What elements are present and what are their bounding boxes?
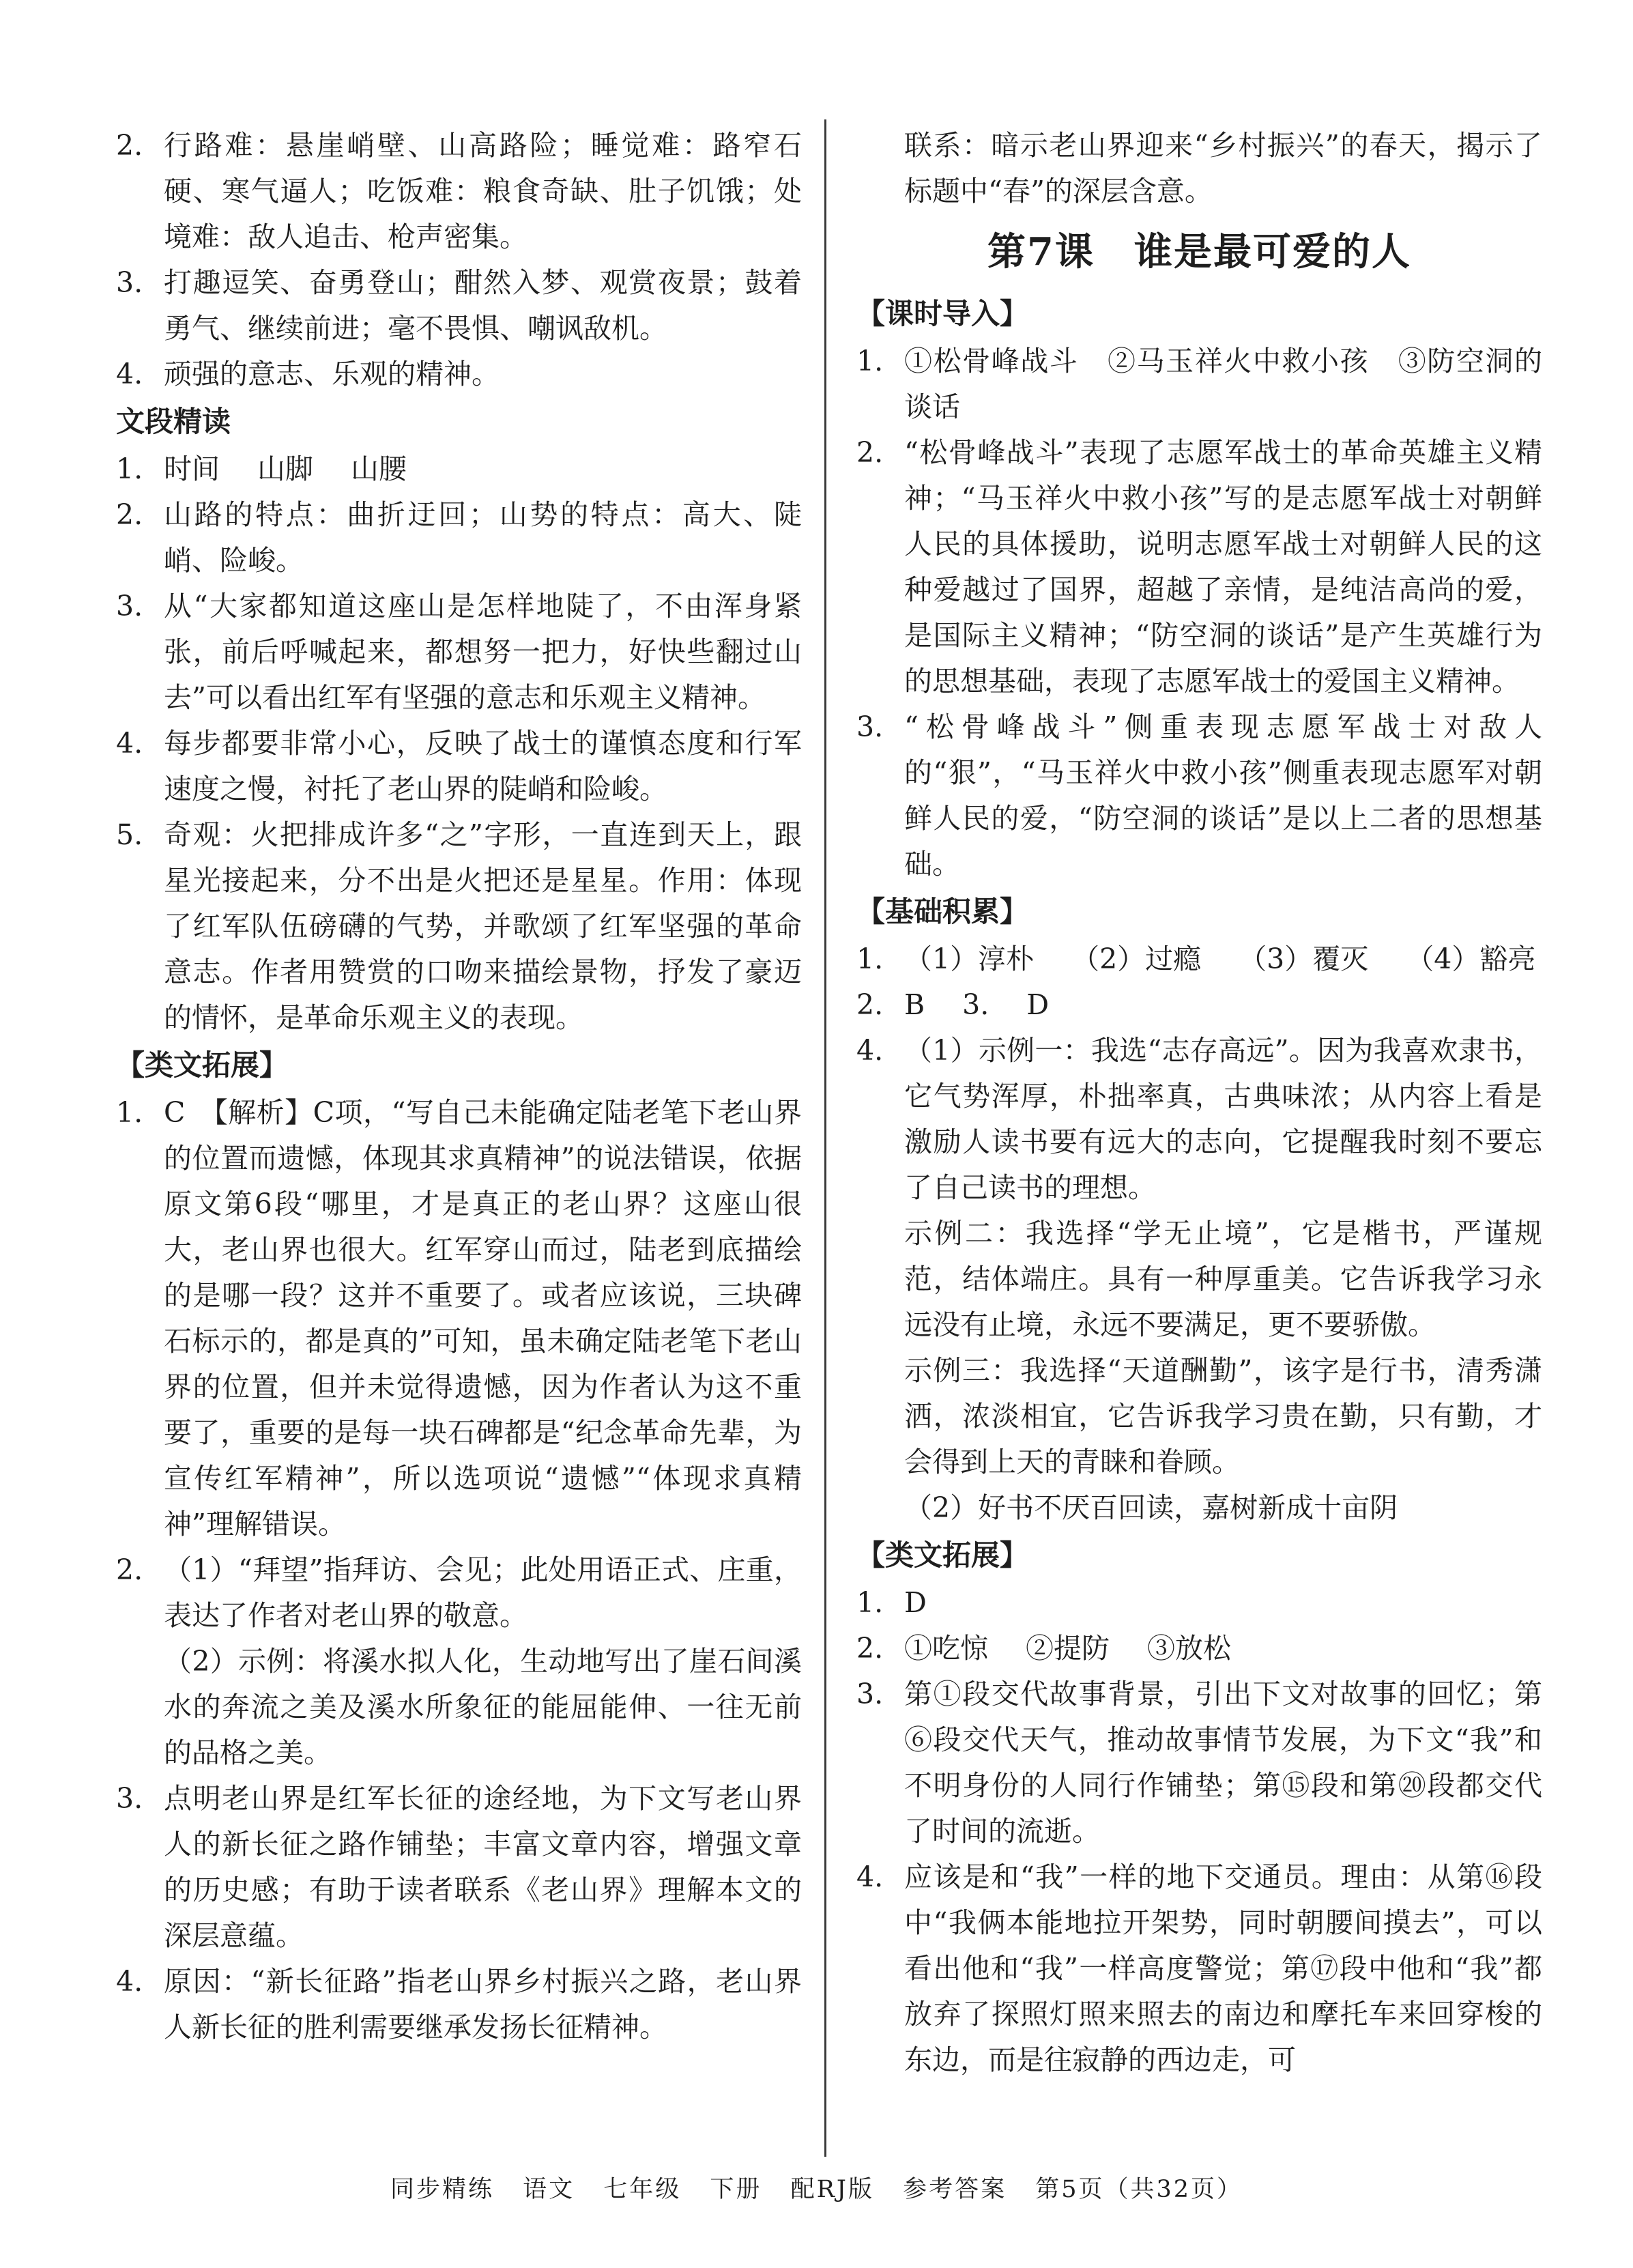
item-body [164,1547,802,1776]
item-number: 3. [856,710,884,743]
page-footer [0,2172,1633,2207]
item-part: D [1026,988,1050,1021]
right-leiwen-heading: 【类文拓展】 [856,1538,1029,1572]
item-number: 4. [856,1034,884,1067]
answer-item [116,1776,802,1959]
item-paragraph: （1）示例一：我选“志存高远”。因为我喜欢隶书，它气势浑厚，朴拙率真，古典味浓；从内容上看是激励人读书要有远大的志向，它提醒我时刻不要忘了自己读书的理想。 [904,1034,1542,1204]
lesson-title: 第7课 谁是最可爱的人 [987,229,1411,274]
item-paragraph: “松骨峰战斗”侧重表现志愿军战士对敌人的“狠”，“马玉祥火中救小孩”侧重表现志愿军对朝鲜人民的爱，“防空洞的谈话”是以上二者的思想基础。 [904,710,1542,880]
answer-item [856,1671,1542,1854]
answer-item [116,446,802,492]
item-paragraph: 山路的特点：曲折迂回；山势的特点：高大、陡峭、险峻。 [164,498,802,577]
item-paragraph: D [904,1586,927,1619]
item-part: 时间 [164,453,220,485]
item-number: 4. [116,1965,143,1998]
footer-subject: 语文 [523,2176,575,2203]
answer-item [856,430,1542,704]
answer-item [116,1547,802,1776]
item-paragraph: 示例三：我选择“天道酬勤”，该字是行书，清秀潇洒，浓淡相宜，它告诉我学习贵在勤，只有勤，才会得到上天的青睐和眷顾。 [904,1354,1542,1478]
item-paragraph: 应该是和“我”一样的地下交通员。理由：从第⑯段中“我俩本能地拉开架势，同时朝腰间摸去”，可以看出他和“我”一样高度警觉；第⑰段中他和“我”都放弃了探照灯照来照去的南边和摩托车来回穿梭的东边，而是往寂静的西边走，可 [904,1861,1542,2076]
item-paragraph: 打趣逗笑、奋勇登山；酣然入梦、观赏夜景；鼓着勇气、继续前进；毫不畏惧、嘲讽敌机。 [164,266,802,345]
item-number: 2. [116,1553,143,1586]
daoru-heading: 【课时导入】 [856,297,1029,330]
item-number: 1. [856,943,884,975]
item-paragraph: （2）好书不厌百回读，嘉树新成十亩阴 [904,1491,1398,1524]
item-number: 3. [116,266,143,299]
footer-page: 第5页（共32页） [1035,2176,1243,2203]
answer-item [116,1959,802,2050]
item-number: 1. [116,1096,143,1129]
item-part: ②提防 [1026,1632,1110,1665]
answer-item [116,1090,802,1547]
item-body [904,936,1542,982]
right-column [856,123,1542,2083]
item-paragraph: 示例二：我选择“学无止境”，它是楷书，严谨规范，结体端庄。具有一种厚重美。它告诉我学习永远没有止境，永远不要满足，更不要骄傲。 [904,1217,1542,1341]
left-leiwen-heading: 【类文拓展】 [116,1048,289,1082]
item-paragraph: 顽强的意志、乐观的精神。 [164,358,500,390]
answer-item [856,339,1542,430]
wenduan-answers [116,446,802,1041]
answer-item [116,260,802,351]
item-paragraph: C 【解析】C项，“写自己未能确定陆老笔下老山界的位置而遗憾，体现其求真精神”的说法错误，依据原文第6段“哪里，才是真正的老山界？这座山很大，老山界也很大。红军穿山而过，陆老到底描绘的是哪一段？这并不重要了。或者应该说，三块碑石标示的，都是真的”可知，虽未确定陆老笔下老山界的位置，但并未觉得遗憾，因为作者认为这不重要了，重要的是每一块石碑都是“纪念革命先辈，为宣传红军精神”，所以选项说“遗憾”“体现求真精神”理解错误。 [164,1096,802,1540]
footer-edition: 配RJ版 [790,2176,874,2203]
item-body [904,430,1542,704]
item-part: ①吃惊 [904,1632,988,1665]
item-number: 1. [856,345,884,377]
item-number: 3. [856,1678,884,1710]
answer-item [856,1626,1542,1671]
item-body [904,982,1542,1028]
item-paragraph: “松骨峰战斗”表现了志愿军战士的革命英雄主义精神；“马玉祥火中救小孩”写的是志愿军战士对朝鲜人民的具体援助，说明志愿军战士对朝鲜人民的这种爱越过了国界，超越了亲情，是纯洁高尚的爱，是国际主义精神；“防空洞的谈话”是产生英雄行为的思想基础，表现了志愿军战士的爱国主义精神。 [904,436,1542,698]
right-leiwen-answers [856,1580,1542,2083]
item-number: 4. [856,1861,884,1893]
item-body [164,812,802,1041]
continued-text: 联系：暗示老山界迎来“乡村振兴”的春天，揭示了标题中“春”的深层含意。 [904,129,1542,207]
left-leiwen-answers [116,1090,802,2050]
answer-item [856,1854,1542,2083]
item-part: （3）覆灭 [1239,943,1369,975]
item-part: 3. [962,988,989,1021]
item-number: 2. [856,988,884,1021]
item-body [164,446,802,492]
item-body [904,1854,1542,2083]
daoru-answers [856,339,1542,887]
answer-item [856,1580,1542,1626]
item-body [904,1028,1542,1531]
item-number: 2. [116,498,143,531]
item-paragraph: 行路难：悬崖峭壁、山高路险；睡觉难：路窄石硬、寒气逼人；吃饭难：粮食奇缺、肚子饥饿；处境难：敌人追击、枪声密集。 [164,129,802,253]
wenduan-heading: 文段精读 [116,405,231,438]
item-body [164,584,802,721]
item-body [164,1776,802,1959]
item-number: 3. [116,1782,143,1815]
item-body [164,492,802,584]
left-column [116,123,802,2050]
item-paragraph: 每步都要非常小心，反映了战士的谨慎态度和行军速度之慢，衬托了老山界的陡峭和险峻。 [164,727,802,805]
item-body [164,1090,802,1547]
item-number: 1. [856,1586,884,1619]
item-number: 5. [116,818,143,851]
item-body [904,1671,1542,1854]
answer-item [116,812,802,1041]
item-number: 4. [116,727,143,760]
jichu-answers [856,936,1542,1531]
item-body [904,1626,1542,1671]
item-body [164,260,802,351]
answer-item [116,351,802,397]
item-number: 2. [856,436,884,469]
item-part: ③放松 [1147,1632,1231,1665]
item-body [164,351,802,397]
item-paragraph: （2）示例：将溪水拟人化，生动地写出了崖石间溪水的奔流之美及溪水所象征的能屈能伸、一往无前的品格之美。 [164,1645,802,1769]
footer-section: 参考答案 [903,2176,1007,2203]
item-number: 4. [116,358,143,390]
left-top-answers [116,123,802,397]
item-part: 山脚 [257,453,313,485]
item-number: 2. [116,129,143,162]
item-paragraph: 原因：“新长征路”指老山界乡村振兴之路，老山界人新长征的胜利需要继承发扬长征精神。 [164,1965,802,2043]
answer-item [116,721,802,812]
item-body [164,721,802,812]
item-part: （4）豁亮 [1406,943,1536,975]
item-number: 1. [116,453,143,485]
item-body [164,123,802,260]
item-number: 2. [856,1632,884,1665]
answer-item [856,982,1542,1028]
item-paragraph: （1）“拜望”指拜访、会见；此处用语正式、庄重，表达了作者对老山界的敬意。 [164,1553,802,1632]
item-paragraph: ①松骨峰战斗 ②马玉祥火中救小孩 ③防空洞的谈话 [904,345,1542,423]
item-paragraph: 从“大家都知道这座山是怎样地陡了，不由浑身紧张，前后呼喊起来，都想努一把力，好快些翻过山去”可以看出红军有坚强的意志和乐观主义精神。 [164,590,802,714]
answer-item [116,584,802,721]
column-divider [824,119,826,2157]
footer-volume: 下册 [710,2176,762,2203]
footer-book: 同步精练 [390,2176,494,2203]
item-number: 3. [116,590,143,622]
item-body [904,704,1542,887]
item-part: （2）过瘾 [1071,943,1202,975]
item-body [904,339,1542,430]
item-paragraph: 奇观：火把排成许多“之”字形，一直连到天上，跟星光接起来，分不出是火把还是星星。作用：体现了红军队伍磅礴的气势，并歌颂了红军坚强的革命意志。作者用赞赏的口吻来描绘景物，抒发了豪迈的情怀，是革命乐观主义的表现。 [164,818,802,1034]
item-body [904,1580,1542,1626]
item-part: （1）淳朴 [904,943,1035,975]
answer-item [116,123,802,260]
jichu-heading: 【基础积累】 [856,895,1029,928]
footer-grade: 七年级 [603,2176,682,2203]
answer-item [856,1028,1542,1531]
item-body [164,1959,802,2050]
item-part: 山腰 [351,453,407,485]
answer-item [116,492,802,584]
item-part: B [904,988,925,1021]
item-paragraph: 点明老山界是红军长征的途经地，为下文写老山界人的新长征之路作铺垫；丰富文章内容，增强文章的历史感；有助于读者联系《老山界》理解本文的深层意蕴。 [164,1782,802,1952]
answer-item [856,704,1542,887]
answer-item [856,936,1542,982]
item-paragraph: 第①段交代故事背景，引出下文对故事的回忆；第⑥段交代天气，推动故事情节发展，为下文“我”和不明身份的人同行作铺垫；第⑮段和第⑳段都交代了时间的流逝。 [904,1678,1542,1848]
